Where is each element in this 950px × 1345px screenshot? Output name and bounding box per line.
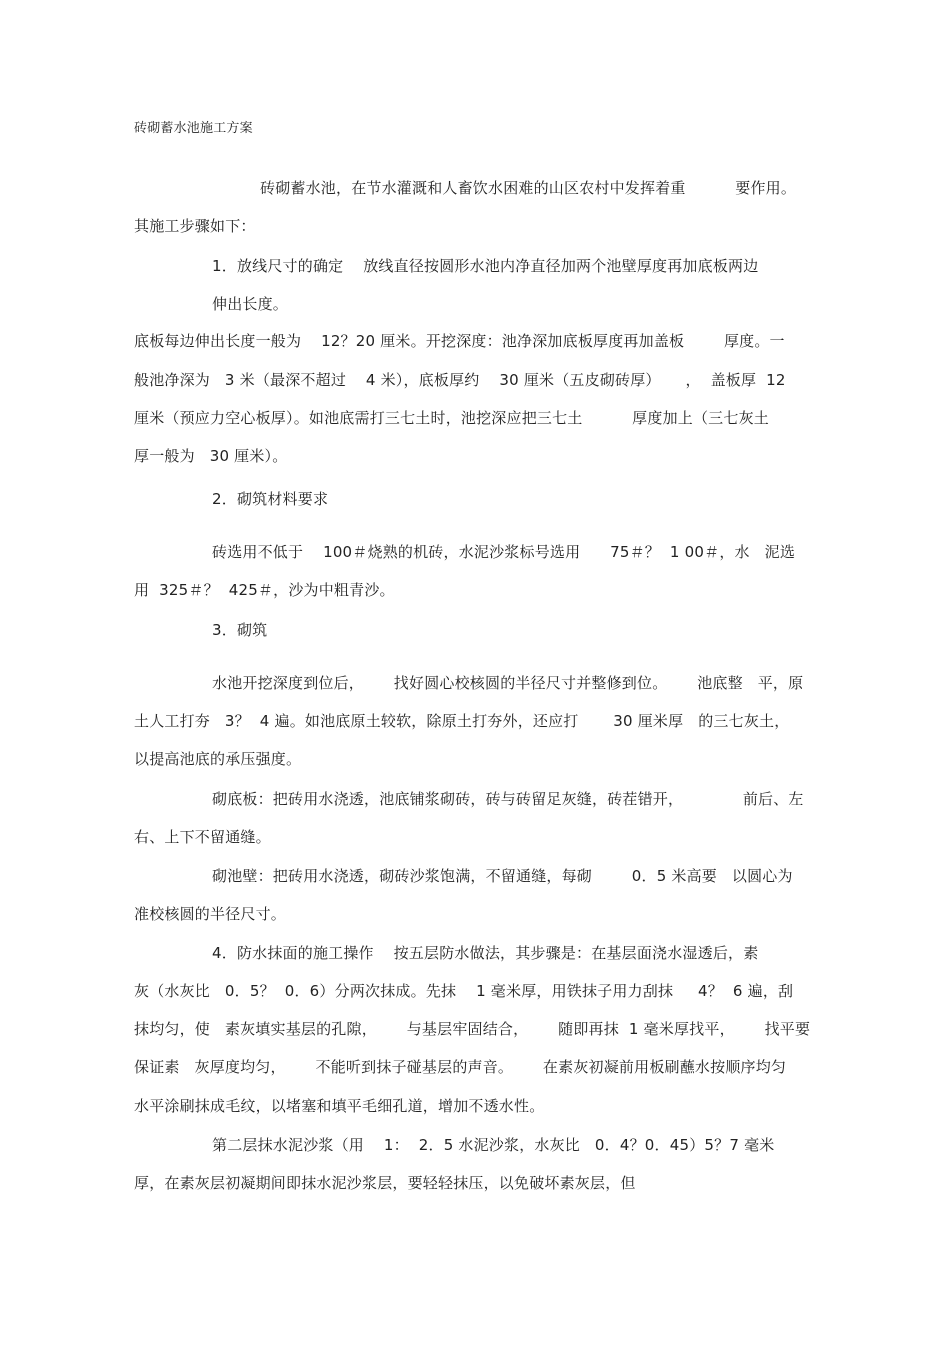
paragraph-line: 灰（水灰比 0．5？ 0．6）分两次抹成。先抹 1 毫米厚，用铁抹子用力刮抹 4？ 6 遍，刮	[134, 982, 794, 1000]
paragraph-line: 以提高池底的承压强度。	[134, 750, 302, 768]
paragraph-line: 抹均匀，使 素灰填实基层的孔隙， 与基层牢固结合， 随即再抹 1 毫米厚找平， 找平要	[134, 1020, 811, 1038]
paragraph-line: 底板每边伸出长度一般为 12？20 厘米。开挖深度：池净深加底板厚度再加盖板 厚度。一	[134, 332, 785, 350]
paragraph-line: 右、上下不留通缝。	[134, 828, 271, 846]
paragraph-line: 砖选用不低于 100＃烧熟的机砖，水泥沙浆标号选用 75＃？ 1 00＃，水 泥选	[212, 543, 796, 561]
paragraph-line: 其施工步骤如下：	[134, 217, 256, 235]
document-title: 砖砌蓄水池施工方案	[134, 121, 253, 136]
paragraph-line: 伸出长度。	[212, 295, 289, 313]
paragraph-line: 用 325＃？ 425＃，沙为中粗青沙。	[134, 581, 395, 599]
paragraph-line: 砌池壁：把砖用水浇透，砌砖沙浆饱满，不留通缝，每砌 0．5 米高要 以圆心为	[212, 867, 793, 885]
section-heading-3: 3．砌筑	[212, 621, 268, 639]
paragraph-line: 般池净深为 3 米（最深不超过 4 米），底板厚约 30 厘米（五皮砌砖厚） ， 盖板厚 12	[134, 371, 786, 389]
paragraph-line: 厚一般为 30 厘米）。	[134, 447, 288, 465]
paragraph-line: 水平涂刷抹成毛纹，以堵塞和填平毛细孔道，增加不透水性。	[134, 1097, 545, 1115]
paragraph-line: 土人工打夯 3？ 4 遍。如池底原土较软，除原土打夯外，还应打 30 厘米厚 的三七灰土，	[134, 712, 790, 730]
paragraph-line: 保证素 灰厚度均匀， 不能听到抹子碰基层的声音。 在素灰初凝前用板刷蘸水按顺序均匀	[134, 1058, 787, 1076]
section-heading-4: 4．防水抹面的施工操作 按五层防水做法，其步骤是：在基层面浇水湿透后，素	[212, 944, 759, 962]
paragraph-line: 准校核圆的半径尺寸。	[134, 905, 287, 923]
paragraph-line: 厘米（预应力空心板厚）。如池底需打三七土时，池挖深应把三七土 厚度加上（三七灰土	[134, 409, 769, 427]
paragraph-line: 砌底板：把砖用水浇透，池底铺浆砌砖，砖与砖留足灰缝，砖茬错开， 前后、左	[212, 790, 804, 808]
paragraph-line: 第二层抹水泥沙浆（用 1： 2．5 水泥沙浆，水灰比 0．4？0．45）5？7 毫米	[212, 1136, 775, 1154]
section-heading-1: 1．放线尺寸的确定 放线直径按圆形水池内净直径加两个池壁厚度再加底板两边	[212, 257, 759, 275]
paragraph-line: 水池开挖深度到位后， 找好圆心校核圆的半径尺寸并整修到位。 池底整 平，原	[212, 674, 804, 692]
section-heading-2: 2．砌筑材料要求	[212, 490, 329, 508]
paragraph-line: 砖砌蓄水池，在节水灌溉和人畜饮水困难的山区农村中发挥着重 要作用。	[260, 179, 797, 197]
paragraph-line: 厚，在素灰层初凝期间即抹水泥沙浆层，要轻轻抹压，以免破坏素灰层，但	[134, 1174, 636, 1192]
